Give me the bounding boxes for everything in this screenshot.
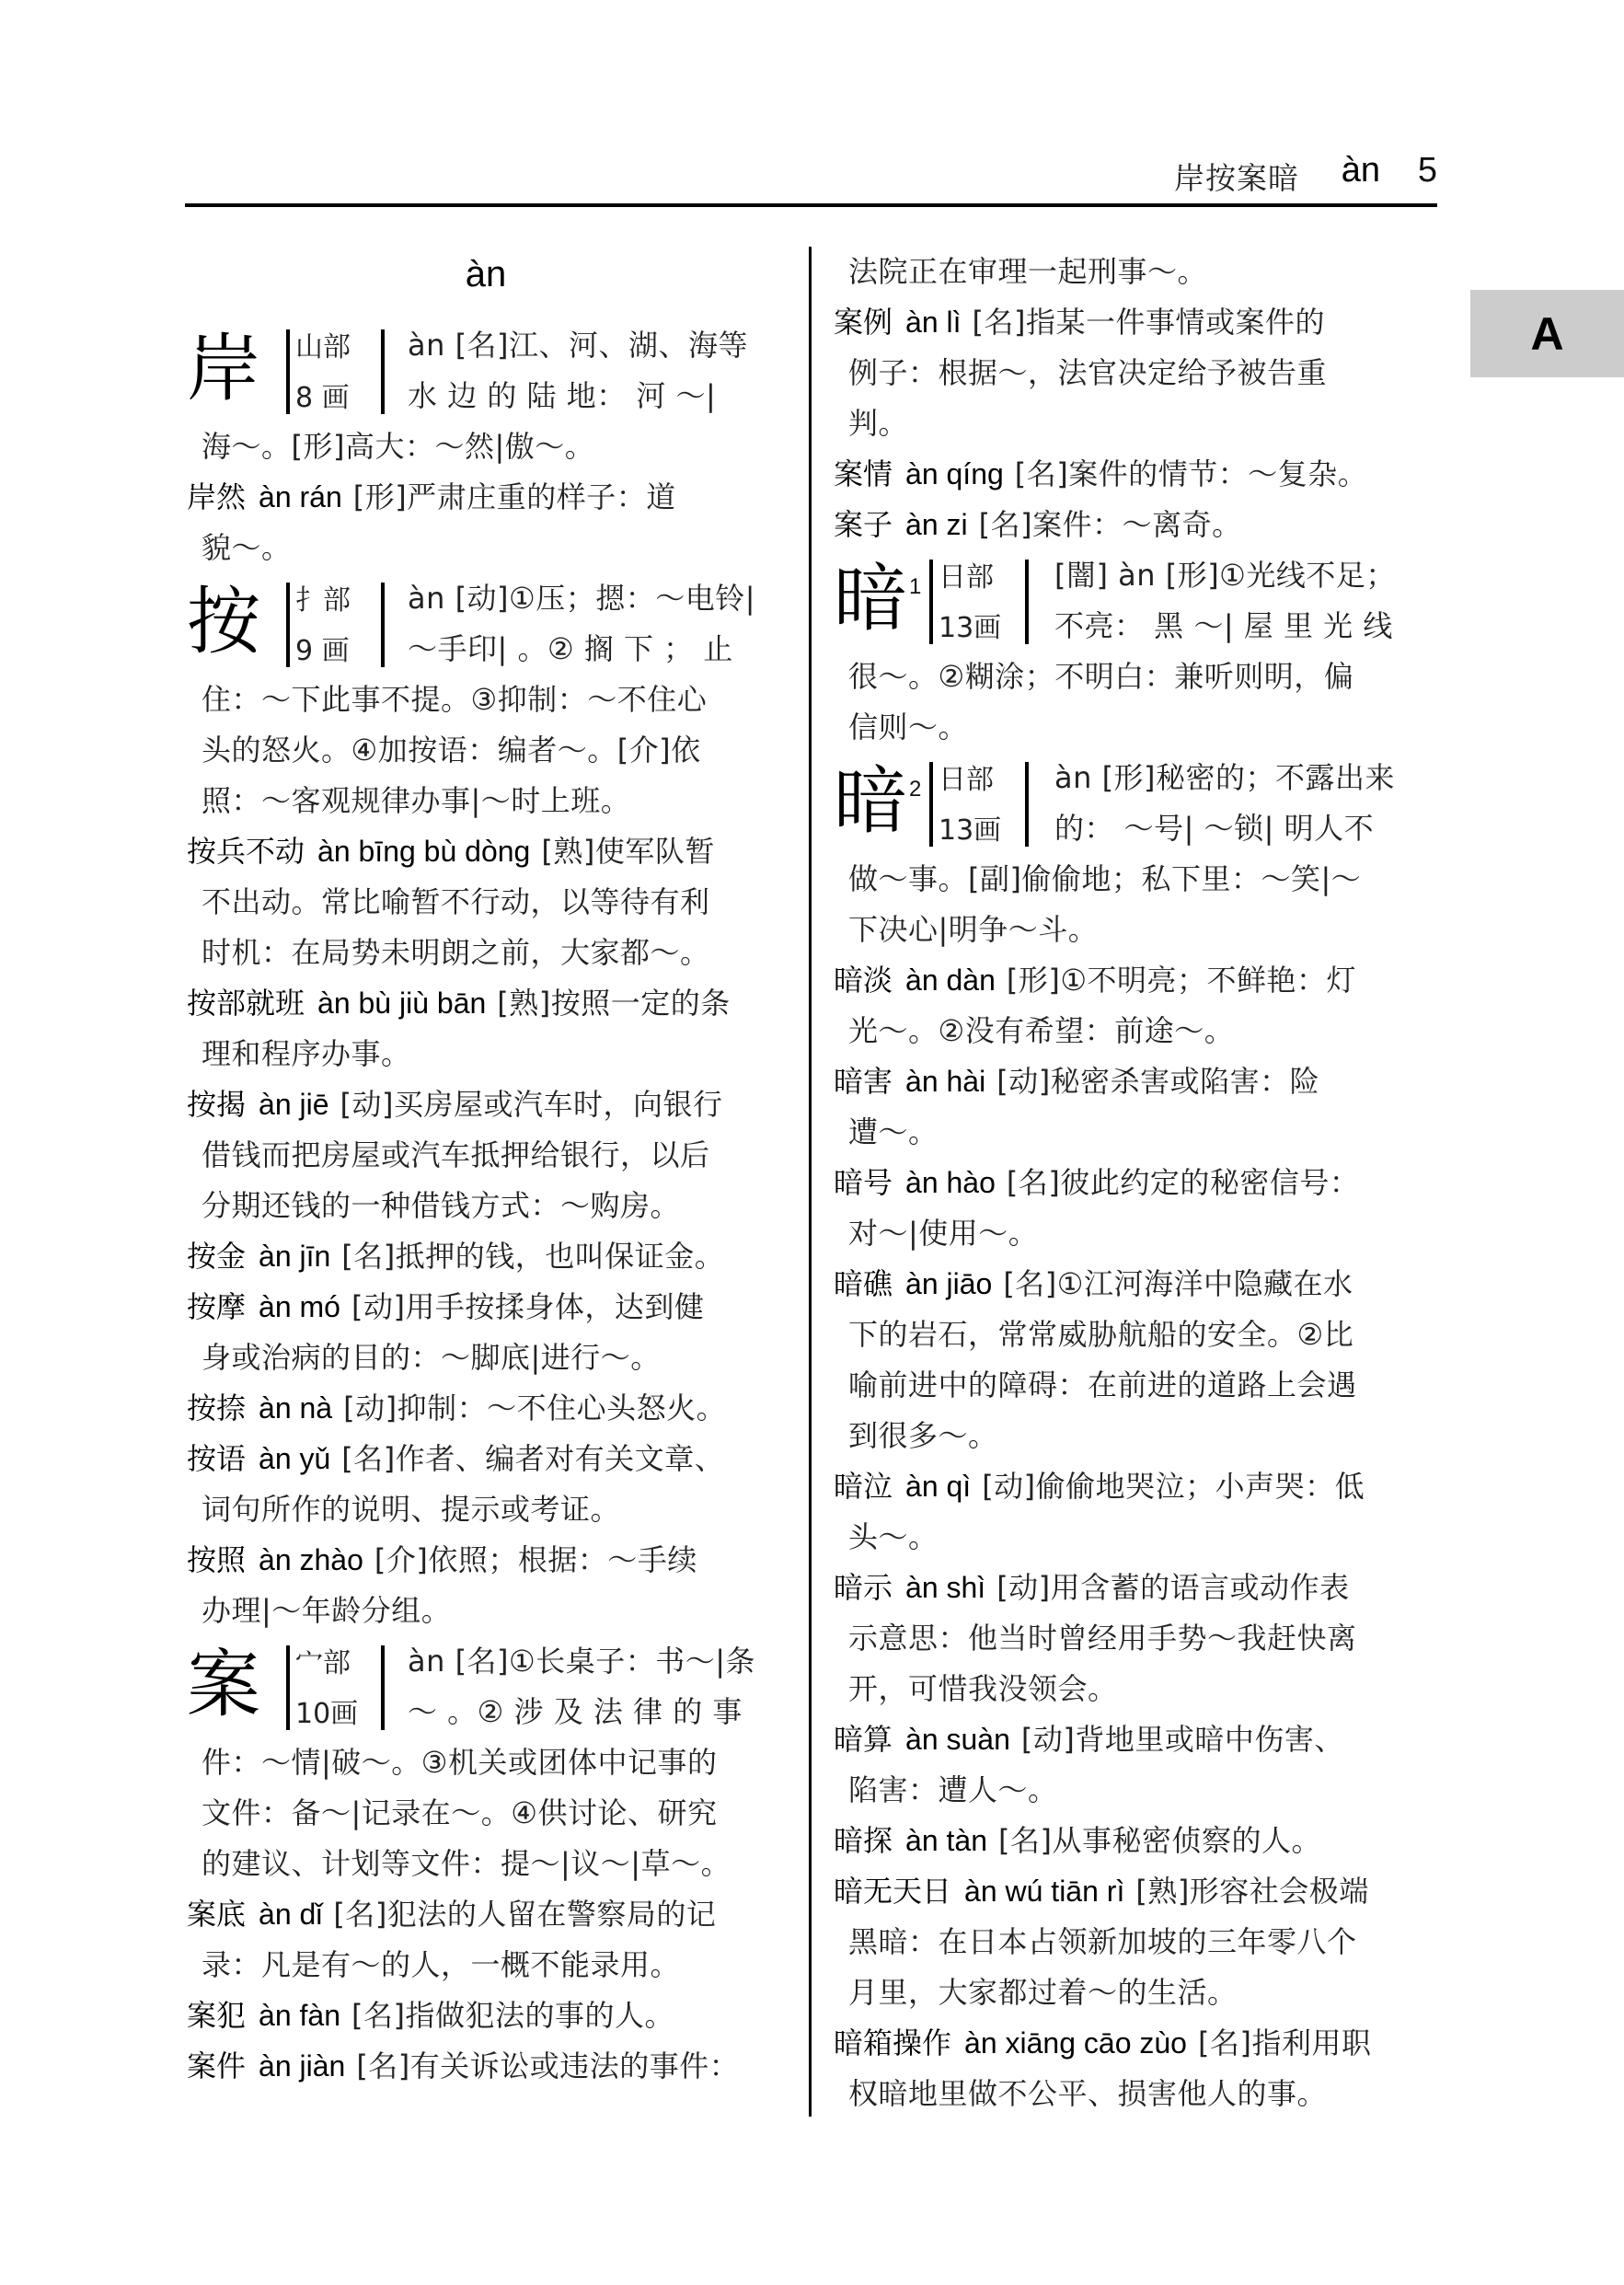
entry-word: 暗算 [834, 1722, 893, 1757]
radical-info [295, 575, 351, 676]
entry-word: 案子 [834, 507, 893, 542]
definition-line: 法院正在审理一起刑事～。 [848, 254, 1208, 289]
radical: 山部 [295, 331, 351, 364]
entry-word: 暗害 [834, 1064, 893, 1099]
column-divider [809, 247, 812, 2117]
entry-word: 按捺 [187, 1391, 247, 1425]
definition-line: 信则～。 [848, 710, 969, 744]
entry-word: 暗淡 [834, 963, 893, 998]
entry [187, 826, 785, 877]
radical-info [939, 552, 1001, 653]
definition-line: 分期还钱的一种借钱方式：～购房。 [202, 1188, 681, 1223]
entry [834, 1714, 1434, 1765]
definition-line: 海～。[形]高大：～然|傲～。 [202, 429, 595, 464]
entry-definition: [名]指利用职 [1197, 2025, 1372, 2060]
entry-definition: [形]①不明亮；不鲜艳：灯 [1006, 963, 1357, 998]
entry [834, 449, 1434, 500]
definition-line: 权暗地里做不公平、损害他人的事。 [848, 2076, 1328, 2111]
divider-bar [286, 1645, 290, 1730]
entry-word: 暗探 [834, 1823, 893, 1858]
headword-definition [1054, 550, 1396, 652]
entry [187, 1889, 785, 1940]
entry [834, 1259, 1434, 1310]
definition-line: àn [名]江、河、湖、海等 [408, 328, 749, 363]
definition-line: 做～事。[副]偷偷地；私下里：～笑|～ [848, 861, 1362, 896]
entry-word: 暗泣 [834, 1469, 893, 1504]
entry-word: 按照 [187, 1542, 247, 1577]
entry-pinyin: àn lì [905, 306, 962, 339]
entry-definition: [名]从事秘密侦察的人。 [997, 1823, 1321, 1858]
radical-info [295, 1638, 358, 1739]
entry-definition: [名]指做犯法的事的人。 [351, 1998, 674, 2033]
header-pinyin: àn [1341, 151, 1380, 190]
definition-line: 貌～。 [202, 530, 292, 565]
radical: 日部 [939, 561, 994, 594]
entry-word: 按兵不动 [187, 834, 305, 869]
entry [187, 1535, 785, 1586]
definition-line: 办理|～年龄分组。 [202, 1593, 452, 1628]
definition-line: 件：～情|破～。③机关或团体中记事的 [202, 1745, 718, 1780]
entry-word: 暗礁 [834, 1266, 893, 1301]
entry [187, 1282, 785, 1333]
definition-line: 词句所作的说明、提示或考证。 [202, 1492, 621, 1527]
definition-line: 头～。 [848, 1519, 939, 1554]
entry [834, 1056, 1434, 1107]
definition-line: 黑暗：在日本占领新加坡的三年零八个 [848, 1924, 1357, 1959]
stroke-count: 9 画 [295, 635, 350, 667]
entry-definition: [动]用手按揉身体，达到健 [351, 1289, 705, 1324]
definition-line: 光～。②没有希望：前途～。 [848, 1013, 1235, 1048]
entry [834, 1866, 1434, 1917]
definition-line: 借钱而把房屋或汽车抵押给银行，以后 [202, 1137, 710, 1172]
entry-pinyin: àn rán [259, 480, 342, 514]
headword-block [187, 573, 785, 675]
entry [187, 1079, 785, 1130]
entry [187, 472, 785, 523]
definition-line: 月里，大家都过着～的生活。 [848, 1975, 1238, 2010]
radical: 宀部 [295, 1647, 351, 1679]
divider-bar [1025, 762, 1029, 847]
entry-definition: [熟]使军队暂 [541, 834, 715, 869]
divider-bar [381, 583, 385, 667]
radical: 扌部 [295, 584, 351, 617]
entry-definition: [名]案件的情节：～复杂。 [1014, 456, 1368, 491]
entry-definition: [形]严肃庄重的样子：道 [352, 479, 676, 514]
entry-definition: [名]指某一件事情或案件的 [972, 305, 1325, 340]
entry-word: 暗无天日 [834, 1874, 952, 1909]
headword-definition [408, 320, 748, 421]
entry-word: 案情 [834, 456, 893, 491]
entry-definition: [熟]按照一定的条 [497, 986, 731, 1021]
entry-pinyin: àn wú tiān rì [964, 1875, 1125, 1908]
definition-line: 下决心|明争～斗。 [848, 912, 1099, 947]
entry [834, 2018, 1434, 2069]
radical: 日部 [939, 764, 994, 796]
definition-line: ～手印| 。② 搁 下 ； 止 [408, 631, 733, 666]
divider-bar [929, 762, 933, 847]
entry-word: 暗示 [834, 1570, 893, 1605]
definition-line: 时机：在局势未明朗之前，大家都～。 [202, 935, 710, 970]
entry [187, 1434, 785, 1484]
entry-word: 暗号 [834, 1165, 893, 1200]
entry-definition: [名]案件：～离奇。 [978, 507, 1242, 542]
headword-block [834, 550, 1434, 652]
entry-pinyin: àn jiāo [905, 1267, 993, 1300]
entry [834, 500, 1434, 550]
header-rule [185, 203, 1437, 207]
running-header [185, 138, 1437, 202]
definition-line: 文件：备～|记录在～。④供讨论、研究 [202, 1795, 718, 1830]
headword-char: 岸 [187, 326, 260, 411]
entry [834, 955, 1434, 1006]
entry-word: 暗箱操作 [834, 2025, 952, 2060]
definition-line: 水 边 的 陆 地： 河 ～| [408, 378, 717, 413]
entry-pinyin: àn bù jiù bān [317, 987, 487, 1020]
definition-line: 判。 [848, 406, 909, 441]
entry-definition: [动]偷偷地哭泣；小声哭：低 [982, 1469, 1365, 1504]
entry-pinyin: àn jiàn [259, 2049, 346, 2083]
definition-line: 不亮： 黑 ～| 屋 里 光 线 [1054, 608, 1393, 643]
entry-word: 案底 [187, 1897, 247, 1932]
definition-line: 喻前进中的障碍：在前进的道路上会遇 [848, 1368, 1357, 1402]
entry-pinyin: àn yǔ [259, 1442, 331, 1475]
entry [834, 1563, 1434, 1613]
definition-line: [闇] àn [形]①光线不足； [1054, 558, 1396, 593]
entry [834, 1158, 1434, 1208]
entry [187, 978, 785, 1029]
entry-pinyin: àn qì [905, 1470, 972, 1503]
entry-pinyin: àn fàn [259, 1999, 340, 2032]
headword-char: 暗 [834, 758, 907, 844]
entry-pinyin: àn dàn [905, 964, 996, 997]
divider-bar [929, 560, 933, 644]
entry [187, 2041, 785, 2092]
entry-pinyin: àn bīng bù dòng [317, 835, 531, 868]
entry-definition: [名]犯法的人留在警察局的记 [333, 1897, 717, 1932]
entry-word: 按摩 [187, 1289, 247, 1324]
definition-line: ～ 。② 涉 及 法 律 的 事 [408, 1694, 743, 1729]
entry-definition: [熟]形容社会极端 [1135, 1874, 1369, 1909]
right-column [834, 247, 1434, 2119]
definition-line: 遭～。 [848, 1114, 939, 1149]
entry-word: 按揭 [187, 1087, 247, 1122]
definition-line: 的： ～号| ～锁| 明人不 [1054, 811, 1375, 846]
entry-word: 案例 [834, 305, 893, 340]
entry-pinyin: àn tàn [905, 1824, 987, 1857]
entry-pinyin: àn jiē [259, 1088, 329, 1121]
page-number: 5 [1417, 151, 1437, 190]
divider-bar [1025, 560, 1029, 644]
definition-line: 住：～下此事不提。③抑制：～不住心 [202, 682, 708, 717]
definition-line: 开，可惜我没领会。 [848, 1671, 1118, 1706]
entry-definition: [介]依照；根据：～手续 [374, 1542, 697, 1577]
entry-pinyin: àn dǐ [259, 1898, 323, 1931]
definition-line: 对～|使用～。 [848, 1216, 1039, 1251]
entry-pinyin: àn shì [905, 1571, 986, 1604]
definition-line: 例子：根据～，法官决定给予被告重 [848, 355, 1328, 390]
thumb-index-tab [1470, 290, 1624, 377]
entry [834, 1816, 1434, 1866]
headword-block [187, 320, 785, 421]
entry-pinyin: àn suàn [905, 1723, 1010, 1756]
definition-line: 身或治病的目的：～脚底|进行～。 [202, 1340, 661, 1375]
entry-word: 按金 [187, 1239, 247, 1274]
definition-line: 的建议、计划等文件：提～|议～|草～。 [202, 1846, 731, 1881]
radical-info [295, 322, 351, 423]
divider-bar [381, 329, 385, 414]
divider-bar [286, 583, 290, 667]
definition-line: 到很多～。 [848, 1418, 998, 1453]
definition-line: 下的岩石，常常威胁航船的安全。②比 [848, 1317, 1354, 1352]
entry-definition: [名]作者、编者对有关文章、 [341, 1441, 725, 1476]
entry [187, 1991, 785, 2041]
entry [834, 1461, 1434, 1512]
headword-block [187, 1636, 785, 1737]
stroke-count: 8 画 [295, 382, 350, 414]
entry-definition: [动]用含蓄的语言或动作表 [996, 1570, 1350, 1605]
entry-definition: [动]买房屋或汽车时，向银行 [340, 1087, 723, 1122]
headword-char: 暗 [834, 556, 907, 641]
entry-definition: [名]有关诉讼或违法的事件： [356, 2048, 740, 2083]
entry-definition: [名]彼此约定的秘密信号： [1006, 1165, 1360, 1200]
definition-line: 陷害：遭人～。 [848, 1772, 1058, 1807]
definition-line: 示意思：他当时曾经用手势～我赶快离 [848, 1621, 1357, 1656]
header-index-chars: 岸按案暗 [1174, 160, 1299, 196]
entry-pinyin: àn xiāng cāo zùo [964, 2026, 1187, 2060]
stroke-count: 13画 [939, 612, 1002, 644]
entry-pinyin: àn qíng [905, 457, 1004, 490]
definition-line: àn [名]①长桌子：书～|条 [408, 1644, 756, 1679]
definition-line: àn [动]①压；摁：～电铃| [408, 581, 756, 616]
entry-pinyin: àn nà [259, 1391, 333, 1425]
headword-char: 案 [187, 1642, 260, 1727]
entry-definition: [动]背地里或暗中伤害、 [1020, 1722, 1344, 1757]
entry [187, 1231, 785, 1282]
stroke-count: 13画 [939, 814, 1002, 847]
entry-word: 按语 [187, 1441, 247, 1476]
definition-line: 很～。②糊涂；不明白：兼听则明，偏 [848, 659, 1354, 694]
entry-word: 案件 [187, 2048, 247, 2083]
definition-line: àn [形]秘密的；不露出来 [1054, 760, 1396, 795]
definition-line: 头的怒火。④加按语：编者～。[介]依 [202, 733, 701, 767]
definition-line: 不出动。常比喻暂不行动，以等待有利 [202, 884, 710, 919]
entry-word: 岸然 [187, 479, 247, 514]
divider-bar [286, 329, 290, 414]
entry-pinyin: àn hào [905, 1166, 996, 1199]
definition-line: 理和程序办事。 [202, 1036, 411, 1071]
headword-definition [1054, 753, 1395, 854]
homograph-number: 2 [909, 777, 922, 802]
entry [187, 1383, 785, 1434]
entry-definition: [名]①江河海洋中隐藏在水 [1003, 1266, 1353, 1301]
radical-info [939, 755, 1001, 856]
definition-line: 录：凡是有～的人，一概不能录用。 [202, 1947, 681, 1982]
divider-bar [381, 1645, 385, 1730]
definition-line: 照：～客观规律办事|～时上班。 [202, 783, 631, 818]
entry-definition: [动]秘密杀害或陷害：险 [996, 1064, 1320, 1099]
headword-definition [408, 1636, 755, 1737]
headword-char: 按 [187, 579, 260, 664]
headword-block [834, 753, 1434, 854]
section-heading: àn [465, 254, 507, 294]
homograph-number: 1 [909, 574, 922, 599]
left-column [187, 247, 785, 2092]
headword-definition [408, 573, 755, 675]
entry-pinyin: àn hài [905, 1065, 986, 1098]
entry-pinyin: àn mó [259, 1290, 340, 1323]
entry-definition: [动]抑制：～不住心头怒火。 [343, 1391, 727, 1425]
entry [834, 297, 1434, 348]
entry-pinyin: àn jīn [259, 1240, 331, 1273]
entry-word: 按部就班 [187, 986, 305, 1021]
entry-pinyin: àn zi [905, 508, 968, 541]
entry-pinyin: àn zhào [259, 1543, 363, 1576]
entry-definition: [名]抵押的钱，也叫保证金。 [341, 1239, 725, 1274]
stroke-count: 10画 [295, 1698, 359, 1730]
entry-word: 案犯 [187, 1998, 247, 2033]
thumb-index-letter: A [1530, 307, 1564, 360]
